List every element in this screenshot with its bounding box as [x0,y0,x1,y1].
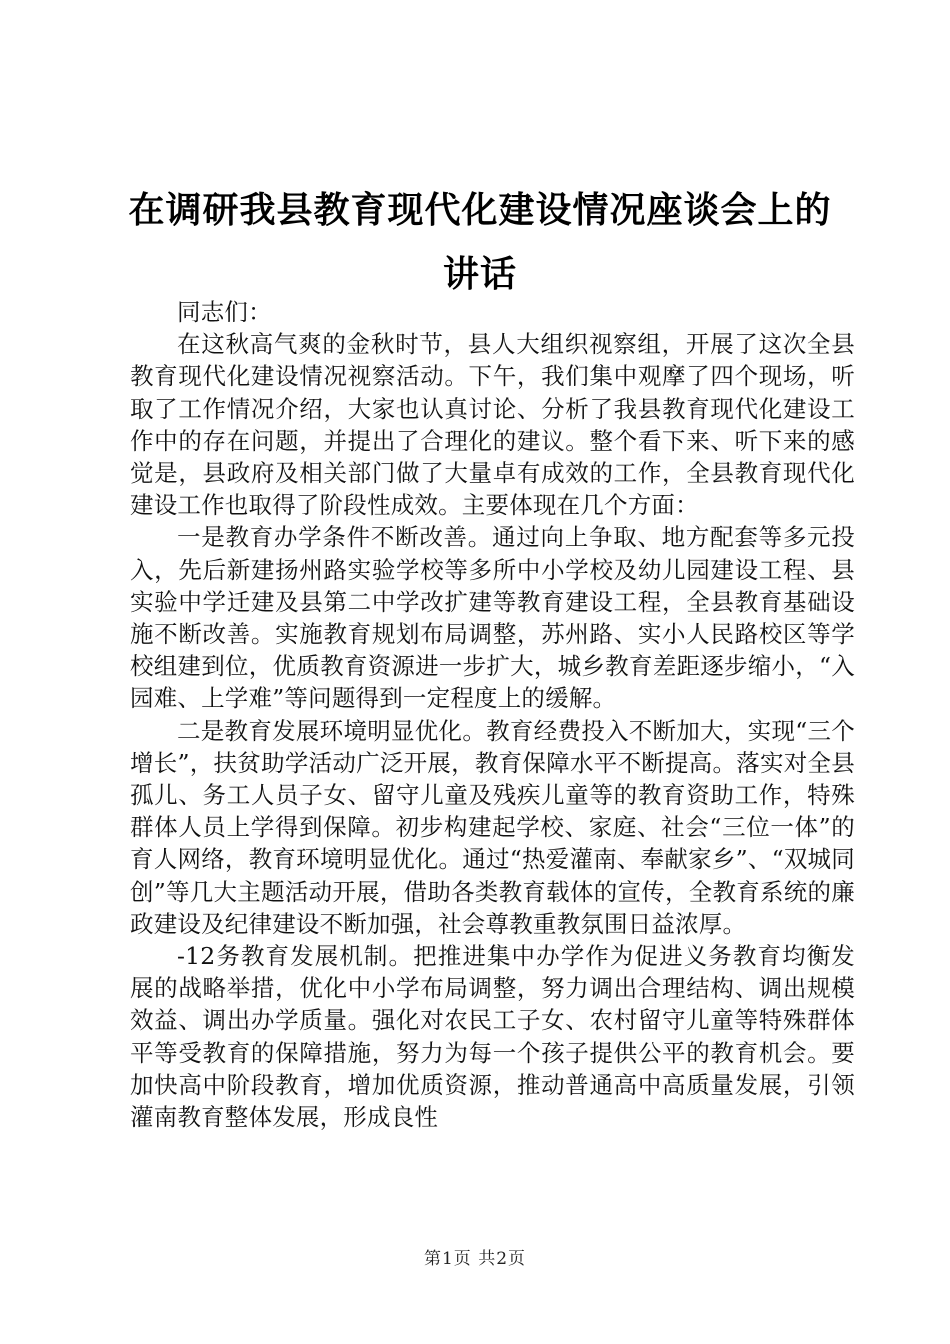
document-body [130,296,855,1133]
salutation: 同志们： [177,298,272,326]
paragraph-point-two: 二是教育发展环境明显优化。教育经费投入不断加大，实现“三个增长”，扶贫助学活动广泛开展，教育保障水平不断提高。落实对全县孤儿、务工人员子女、留守儿童及残疾儿童等的教育资助工作，特殊群体人员上学得到保障。初步构建起学校、家庭、社会“三位一体”的育人网络，教育环境明显优化。通过“热爱灌南、奉献家乡”、“双城同创”等几大主题活动开展，借助各类教育载体的宣传，全教育系统的廉政建设及纪律建设不断加强，社会尊教重教氛围日益浓厚。 [130,716,855,938]
paragraph-point-one: 一是教育办学条件不断改善。通过向上争取、地方配套等多元投入，先后新建扬州路实验学校等多所中小学校及幼儿园建设工程、县实验中学迁建及县第二中学改扩建等教育建设工程，全县教育基础设施不断改善。实施教育规划布局调整，苏州路、实小人民路校区等学校组建到位，优质教育资源进一步扩大，城乡教育差距逐步缩小，“入园难、上学难”等问题得到一定程度上的缓解。 [130,523,855,713]
document-title: 在调研我县教育现代化建设情况座谈会上的讲话 [128,189,832,295]
paragraph-intro: 在这秋高气爽的金秋时节，县人大组织视察组，开展了这次全县教育现代化建设情况视察活动。下午，我们集中观摩了四个现场，听取了工作情况介绍，大家也认真讨论、分析了我县教育现代化建设工作中的存在问题，并提出了合理化的建议。整个看下来、听下来的感觉是，县政府及相关部门做了大量卓有成效的工作，全县教育现代化建设工作也取得了阶段性成效。主要体现在几个方面： [130,330,855,520]
page-number-footer: 第1页 共2页 [423,1249,527,1269]
paragraph-point-three: -12务教育发展机制。把推进集中办学作为促进义务教育均衡发展的战略举措，优化中小学布局调整，努力调出合理结构、调出规模效益、调出办学质量。强化对农民工子女、农村留守儿童等特殊群体平等受教育的保障措施，努力为每一个孩子提供公平的教育机会。要加快高中阶段教育，增加优质资源，推动普通高中高质量发展，引领灌南教育整体发展，形成良性 [130,942,855,1132]
